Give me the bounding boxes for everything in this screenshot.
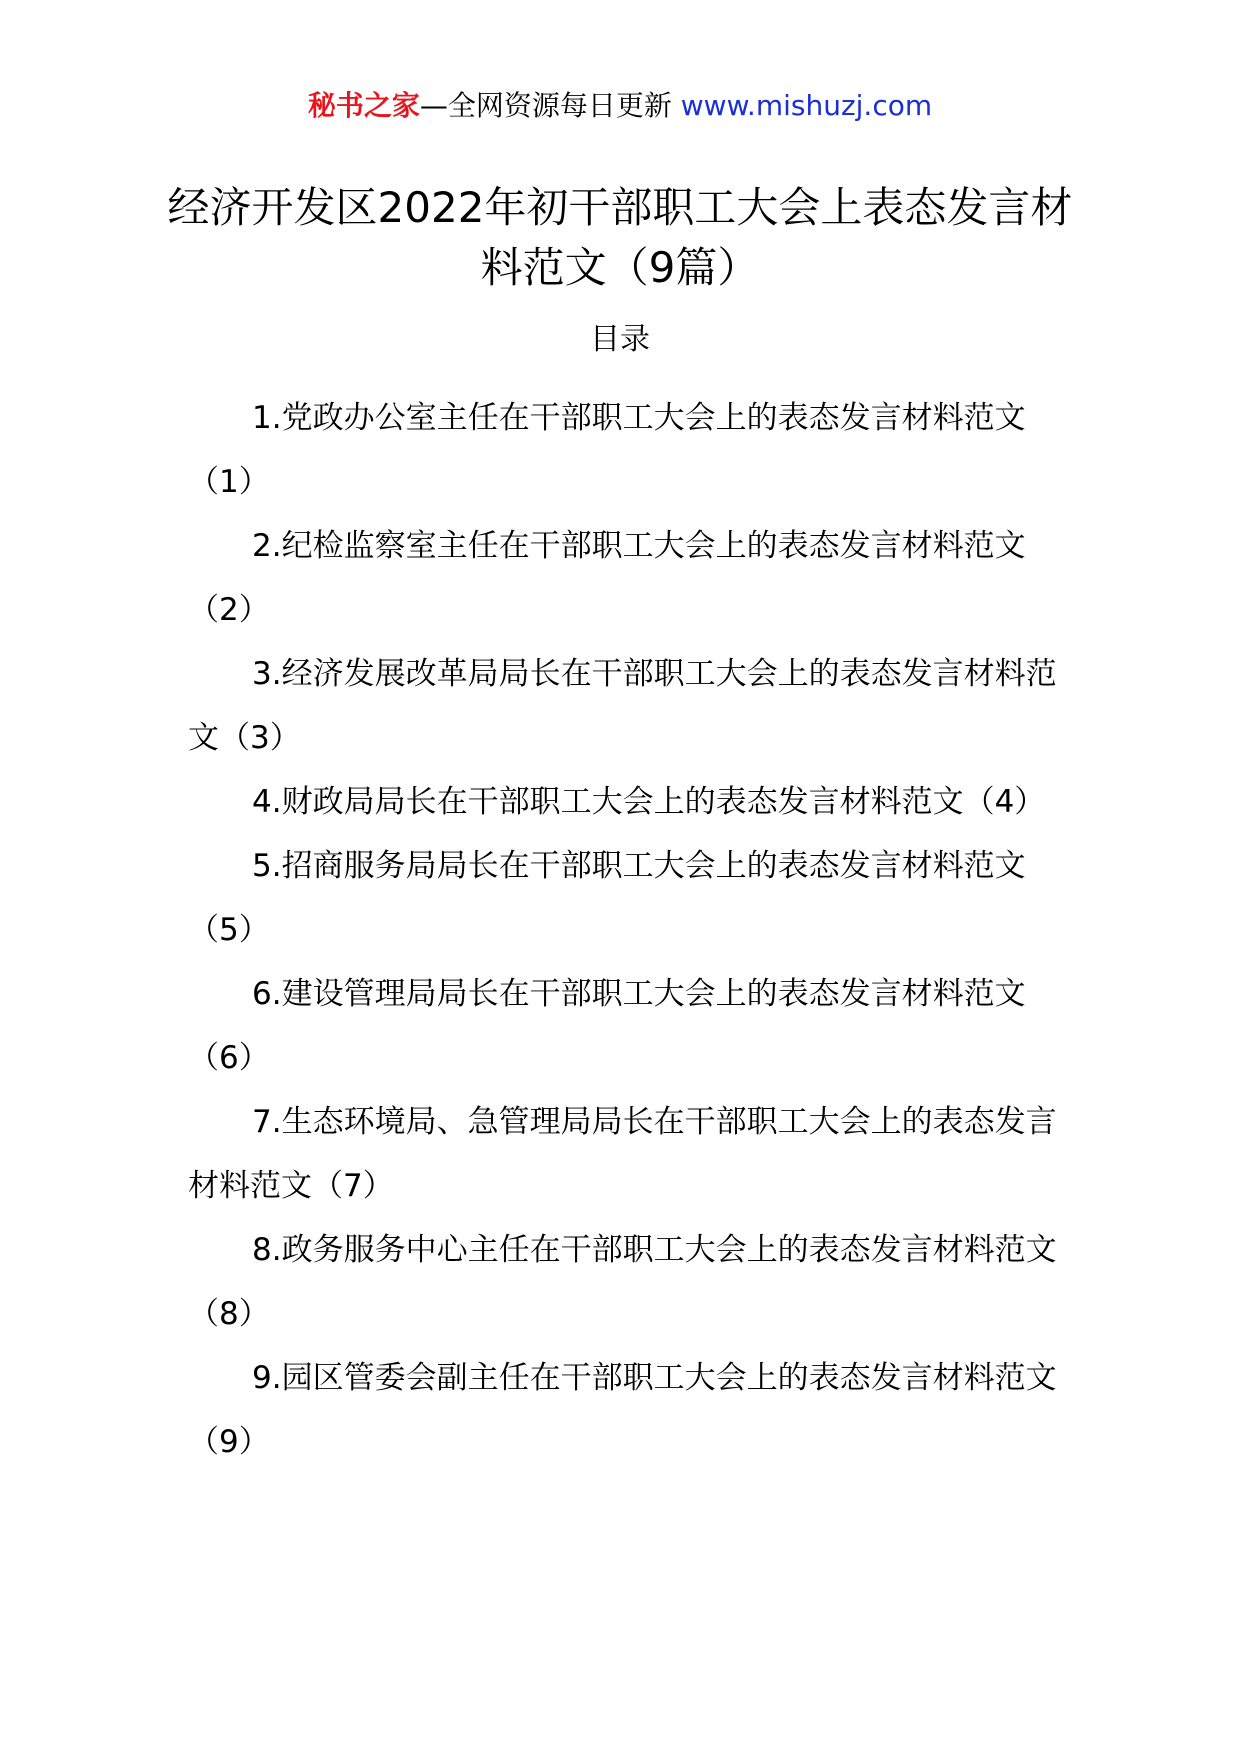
site-tagline: —全网资源每日更新 bbox=[419, 89, 681, 122]
toc-item: 3.经济发展改革局局长在干部职工大会上的表态发言材料范文（3） bbox=[188, 656, 1057, 756]
toc-item: 4.财政局局长在干部职工大会上的表态发言材料范文（4） bbox=[252, 784, 1046, 820]
toc-item: 2.纪检监察室主任在干部职工大会上的表态发言材料范文（2） bbox=[188, 528, 1026, 628]
toc-item: 9.园区管委会副主任在干部职工大会上的表态发言材料范文（9） bbox=[188, 1360, 1057, 1460]
toc-item: 8.政务服务中心主任在干部职工大会上的表态发言材料范文（8） bbox=[188, 1232, 1057, 1332]
toc-item: 6.建设管理局局长在干部职工大会上的表态发言材料范文（6） bbox=[188, 976, 1026, 1076]
toc-heading: 目录 bbox=[590, 322, 650, 357]
site-brand: 秘书之家 bbox=[307, 89, 420, 122]
toc-item: 5.招商服务局局长在干部职工大会上的表态发言材料范文（5） bbox=[188, 848, 1026, 948]
toc-item: 1.党政办公室主任在干部职工大会上的表态发言材料范文（1） bbox=[188, 400, 1026, 500]
site-header bbox=[0, 86, 1240, 126]
site-url-link[interactable]: www.mishuzj.com bbox=[680, 89, 933, 122]
toc-item: 7.生态环境局、急管理局局长在干部职工大会上的表态发言材料范文（7） bbox=[188, 1104, 1057, 1204]
document-title: 经济开发区2022年初干部职工大会上表态发言材料范文（9篇） bbox=[167, 183, 1073, 292]
table-of-contents bbox=[188, 386, 1058, 1474]
